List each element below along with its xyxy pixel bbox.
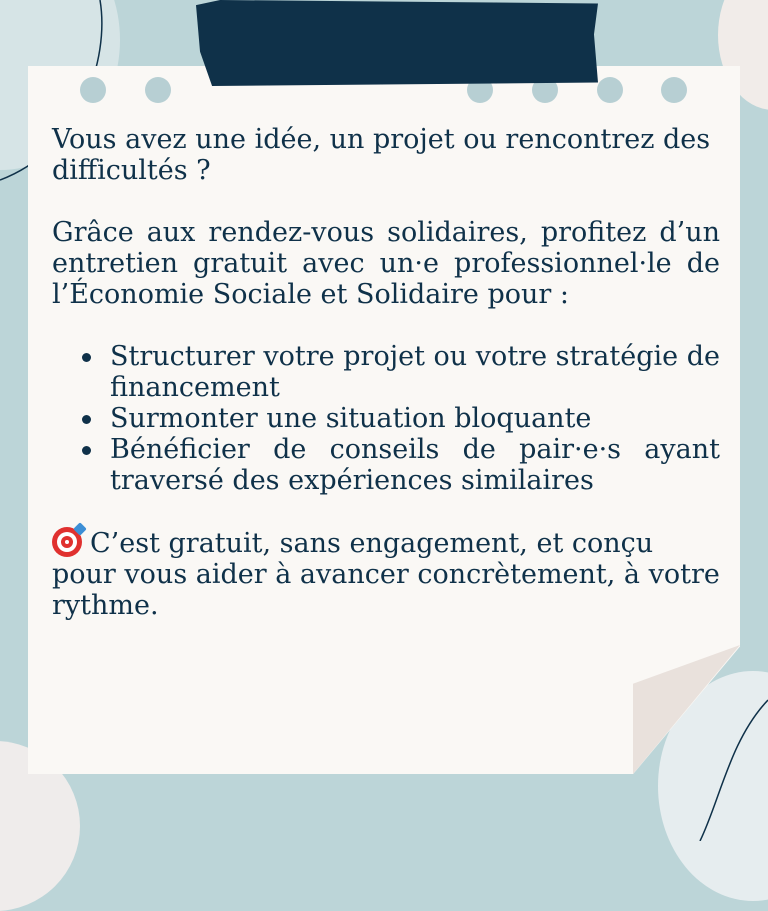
note-content [52, 124, 720, 652]
tape-strip [196, 0, 598, 86]
bullet-icon [82, 446, 91, 455]
list-item [110, 434, 720, 496]
binder-hole [597, 77, 623, 103]
list-item-text: Bénéficier de conseils de pair·e·s ayant traversé des expériences similaires [110, 434, 720, 496]
binder-hole [80, 77, 106, 103]
closing-text [52, 527, 720, 621]
list-item [110, 341, 720, 403]
list-item [110, 403, 720, 434]
bullet-icon [82, 415, 91, 424]
benefits-list [52, 341, 720, 496]
binder-hole [145, 77, 171, 103]
target-icon [52, 527, 82, 557]
list-item-text: Surmonter une situation bloquante [110, 403, 592, 434]
closing-message: C’est gratuit, sans engagement, et conçu pour vous aider à avancer concrètement, à votre rythme. [52, 528, 720, 621]
list-item-text: Structurer votre projet ou votre stratégie de financement [110, 341, 720, 403]
intro-text: Vous avez une idée, un projet ou rencontrez des difficultés ? [52, 124, 711, 186]
binder-hole [661, 77, 687, 103]
bullet-icon [82, 353, 91, 362]
description-text: Grâce aux rendez-vous solidaires, profitez d’un entretien gratuit avec un·e professionnel·le de l’Économie Sociale et Solidaire pour : [52, 217, 720, 310]
